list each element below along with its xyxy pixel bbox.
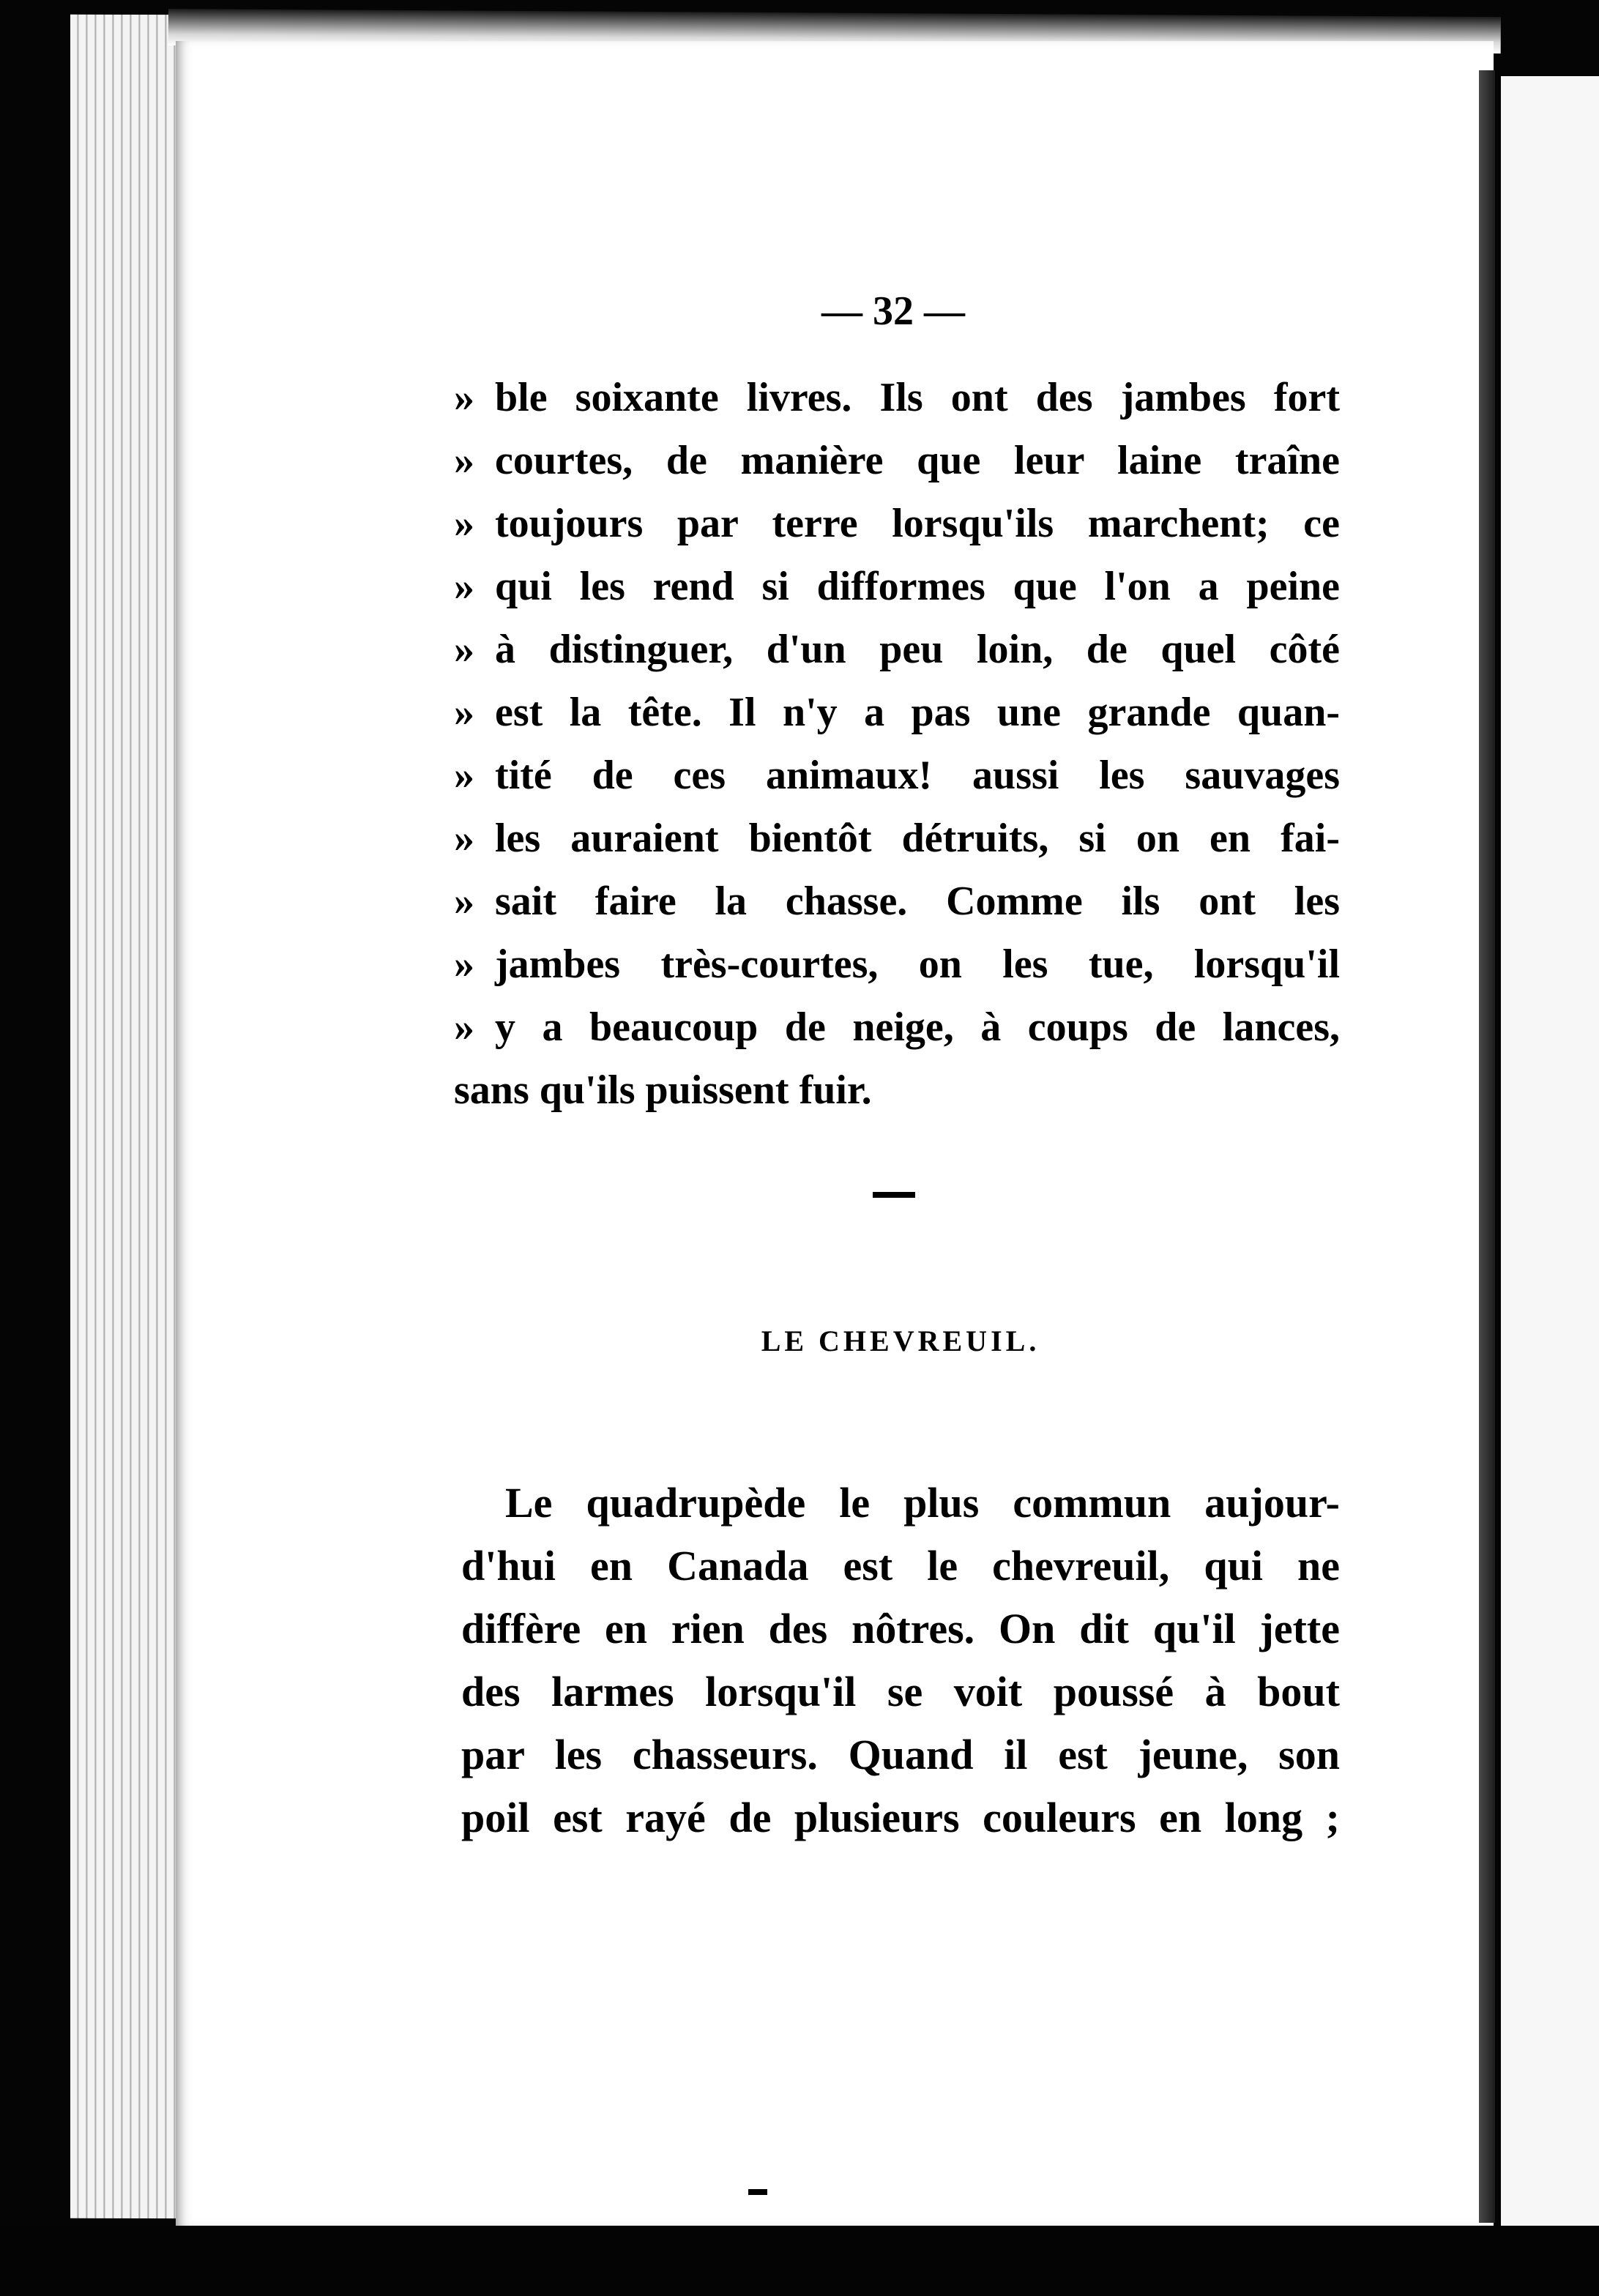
paragraph-line: par les chasseurs. Quand il est jeune, son (461, 1731, 1340, 1778)
quote-text: les auraient bientôt détruits, si on en fai- (495, 816, 1340, 861)
quote-text: jambes très-courtes, on les tue, lorsqu'il (495, 942, 1340, 987)
quote-text: qui les rend si difformes que l'on a peine (495, 564, 1340, 609)
quote-line (454, 996, 1340, 1059)
quote-line (454, 555, 1340, 618)
paragraph-line: diffère en rien des nôtres. On dit qu'il jette (461, 1605, 1340, 1652)
quote-text: y a beaucoup de neige, à coups de lances, (495, 1004, 1340, 1050)
quote-text: tité de ces animaux! aussi les sauvages (495, 753, 1340, 798)
scan-bottom-border (0, 2226, 1599, 2296)
quote-line (454, 870, 1340, 933)
quote-line (454, 744, 1340, 807)
quote-mark: » (454, 690, 474, 735)
quote-mark: » (454, 816, 474, 861)
quote-text: ble soixante livres. Ils ont des jambes fort (495, 375, 1340, 420)
quote-mark: » (454, 627, 474, 672)
paragraph-line: des larmes lorsqu'il se voit poussé à bout (461, 1668, 1340, 1715)
quote-mark: » (454, 1004, 474, 1050)
quote-text: sait faire la chasse. Comme ils ont les (495, 879, 1340, 924)
quote-line (454, 681, 1340, 744)
quote-mark: » (454, 753, 474, 798)
quote-last-line: sans qu'ils puissent fuir. (454, 1067, 872, 1113)
quote-line (454, 933, 1340, 996)
quote-line (454, 807, 1340, 870)
quote-text: courtes, de manière que leur laine traîne (495, 438, 1340, 483)
paragraph-line: poil est rayé de plusieurs couleurs en long ; (461, 1794, 1340, 1841)
page-number: — 32 — (821, 288, 965, 334)
ink-speck (748, 2189, 767, 2195)
page-gutter-shadow (1479, 70, 1495, 2223)
quote-mark: » (454, 564, 474, 609)
quote-mark: » (454, 879, 474, 924)
continued-quote (454, 366, 1340, 1122)
quote-line (454, 618, 1340, 681)
paragraph-line: d'hui en Canada est le chevreuil, qui ne (461, 1542, 1340, 1589)
quote-text: à distinguer, d'un peu loin, de quel côté (495, 627, 1340, 672)
quote-mark: » (454, 438, 474, 483)
quote-mark: » (454, 942, 474, 987)
facing-page-strip (1501, 76, 1599, 2229)
section-title: LE CHEVREUIL. (761, 1324, 1040, 1357)
quote-line (454, 492, 1340, 555)
quote-text: est la tête. Il n'y a pas une grande quan- (495, 690, 1340, 735)
quote-mark: » (454, 375, 474, 420)
quote-text: toujours par terre lorsqu'ils marchent; ce (495, 501, 1340, 546)
quote-line (454, 366, 1340, 429)
section-separator-rule (873, 1192, 915, 1198)
quote-mark: » (454, 501, 474, 546)
paragraph-line: Le quadrupède le plus commun aujour- (505, 1479, 1340, 1527)
section-paragraph (461, 1472, 1340, 1849)
quote-line (454, 429, 1340, 492)
